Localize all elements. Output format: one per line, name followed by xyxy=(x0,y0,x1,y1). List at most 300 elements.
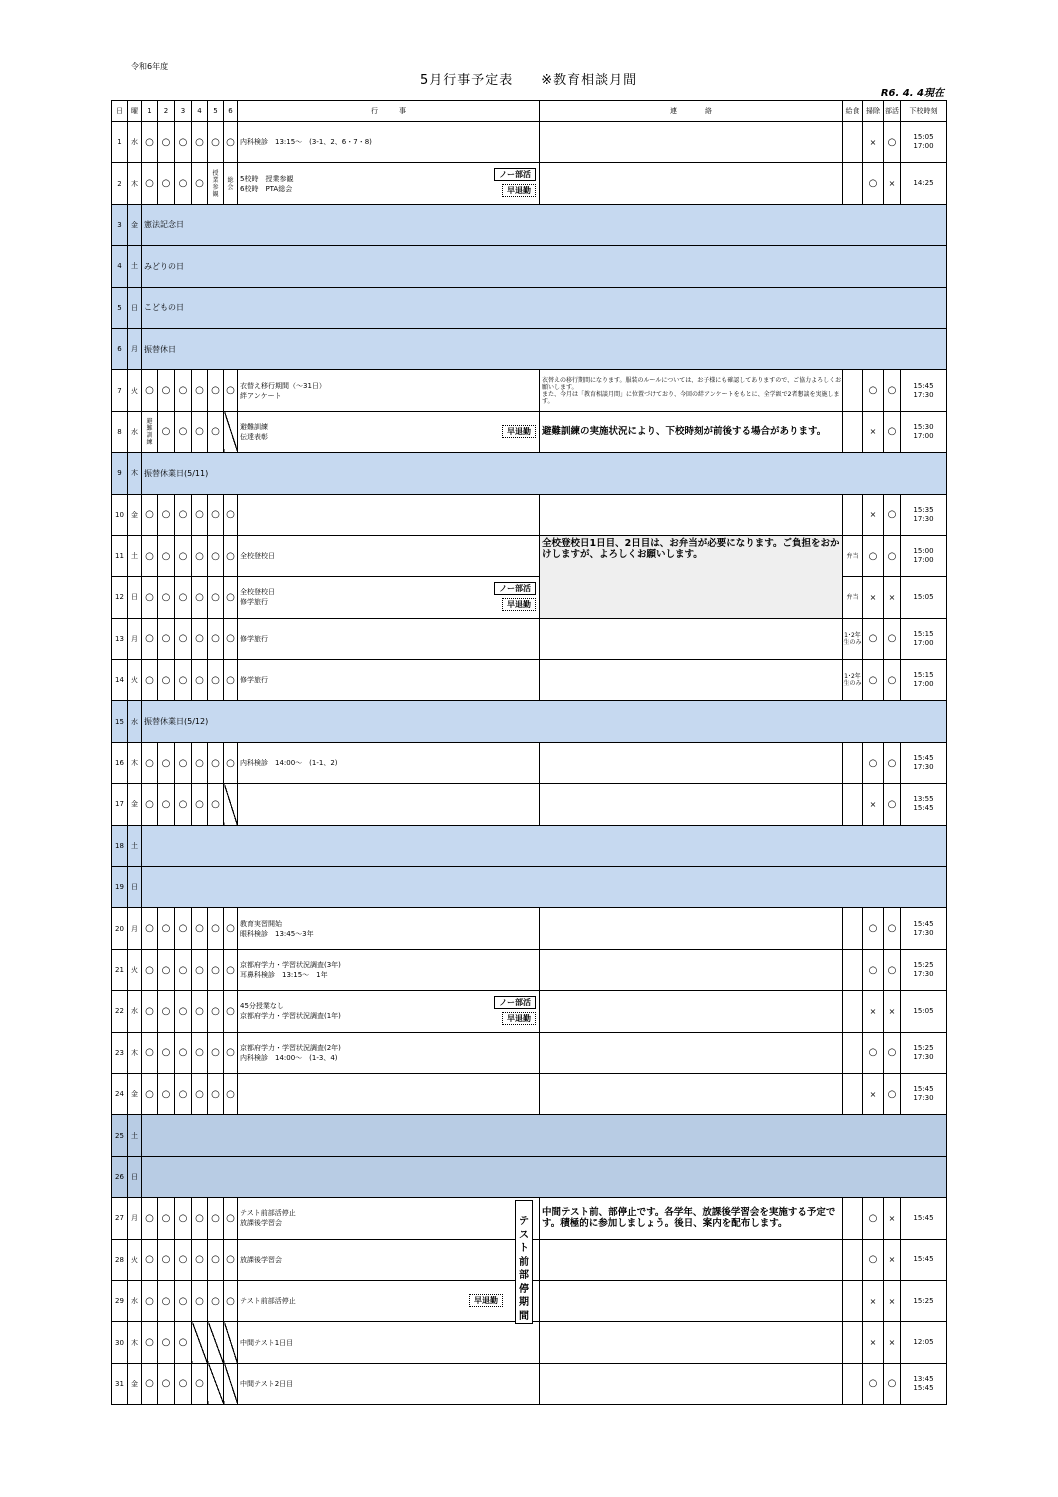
day-number: 22 xyxy=(112,991,128,1032)
period-cell: ○ xyxy=(208,1073,224,1114)
lunch-cell: 弁当 xyxy=(843,535,863,576)
period-cell: ○ xyxy=(208,908,224,949)
period-cell: ○ xyxy=(158,535,175,576)
notes-cell xyxy=(540,1322,843,1363)
no-club-tag: ノー部活 xyxy=(494,168,536,181)
period-cell: ○ xyxy=(224,991,238,1032)
period-cell: ○ xyxy=(192,494,208,535)
test-period-char: 停 xyxy=(519,1283,529,1295)
cleaning-cell: ○ xyxy=(863,908,884,949)
cleaning-cell: × xyxy=(863,494,884,535)
dismissal-time: 15:05 xyxy=(901,991,947,1032)
events-text: 内科検診 13:15～ (3-1、2、6・7・8) xyxy=(240,138,372,147)
period-cell: ○ xyxy=(208,122,224,163)
dismissal-time: 15:45 17:30 xyxy=(901,370,947,411)
col-period-5: 5 xyxy=(208,101,224,122)
events-text: 修学旅行 xyxy=(240,634,268,643)
weekday: 金 xyxy=(128,494,142,535)
day-number: 21 xyxy=(112,949,128,990)
period-cell: ○ xyxy=(192,1198,208,1239)
dismissal-time: 15:45 xyxy=(901,1198,947,1239)
early-leave-tag: 早退勤 xyxy=(469,1294,503,1307)
holiday-cell: 振替休業日(5/12) xyxy=(142,701,947,742)
holiday-cell: こどもの日 xyxy=(142,287,947,328)
lunch-cell xyxy=(843,494,863,535)
club-cell: × xyxy=(884,1280,901,1321)
weekday: 金 xyxy=(128,784,142,825)
day-number: 14 xyxy=(112,660,128,701)
period-cell: ○ xyxy=(208,1280,224,1321)
holiday-cell: 振替休業日(5/11) xyxy=(142,453,947,494)
period-cell: ○ xyxy=(208,660,224,701)
test-period-char: 部 xyxy=(519,1270,529,1281)
day-number: 15 xyxy=(112,701,128,742)
notes-cell xyxy=(540,1073,843,1114)
col-day: 日 xyxy=(112,101,128,122)
lunch-cell xyxy=(843,122,863,163)
period-cell: ○ xyxy=(192,1239,208,1280)
weekday: 水 xyxy=(128,122,142,163)
no-club-tag: ノー部活 xyxy=(494,582,536,595)
weekday: 火 xyxy=(128,1239,142,1280)
weekday: 土 xyxy=(128,1115,142,1156)
dismissal-time: 15:45 17:30 xyxy=(901,908,947,949)
period-cell: 授 業 参 観 xyxy=(208,163,224,204)
day-number: 8 xyxy=(112,411,128,452)
club-cell: × xyxy=(884,1198,901,1239)
period-cell-none xyxy=(224,1363,238,1404)
day-number: 7 xyxy=(112,370,128,411)
period-cell: ○ xyxy=(224,618,238,659)
lunch-cell xyxy=(843,370,863,411)
period-cell: ○ xyxy=(158,949,175,990)
cleaning-cell: ○ xyxy=(863,163,884,204)
day-number: 25 xyxy=(112,1115,128,1156)
day-number: 1 xyxy=(112,122,128,163)
dismissal-time: 13:45 15:45 xyxy=(901,1363,947,1404)
club-cell: ○ xyxy=(884,949,901,990)
early-leave-tag: 早退勤 xyxy=(502,598,536,611)
club-cell: ○ xyxy=(884,1032,901,1073)
day-row xyxy=(112,328,947,369)
period-cell: ○ xyxy=(142,122,158,163)
period-cell-none xyxy=(208,1363,224,1404)
club-cell: ○ xyxy=(884,411,901,452)
events-text: 中間テスト1日目 xyxy=(240,1338,294,1347)
events-cell xyxy=(238,411,540,452)
period-cell: ○ xyxy=(175,908,192,949)
school-year: 令和6年度 xyxy=(131,62,169,71)
weekday: 火 xyxy=(128,660,142,701)
period-cell: ○ xyxy=(192,163,208,204)
cleaning-cell: × xyxy=(863,122,884,163)
period-cell: ○ xyxy=(158,1073,175,1114)
period-cell: ○ xyxy=(158,908,175,949)
events-cell xyxy=(238,618,540,659)
period-cell: ○ xyxy=(175,784,192,825)
events-text: 京都府学力・学習状況調査(3年) 耳鼻科検診 13:15～ 1年 xyxy=(240,961,341,979)
cleaning-cell: ○ xyxy=(863,618,884,659)
period-cell: ○ xyxy=(175,535,192,576)
notes-cell xyxy=(540,1239,843,1280)
notes-cell xyxy=(540,949,843,990)
period-cell: ○ xyxy=(208,535,224,576)
events-cell xyxy=(238,1363,540,1404)
period-cell: ○ xyxy=(175,1239,192,1280)
notes-cell xyxy=(540,1280,843,1321)
day-number: 2 xyxy=(112,163,128,204)
period-cell: ○ xyxy=(142,1322,158,1363)
weekday: 日 xyxy=(128,287,142,328)
events-cell xyxy=(238,370,540,411)
test-period-label xyxy=(515,1200,533,1324)
lunch-cell xyxy=(843,991,863,1032)
day-row xyxy=(112,204,947,245)
day-row xyxy=(112,287,947,328)
period-cell: ○ xyxy=(224,908,238,949)
period-cell: ○ xyxy=(192,1280,208,1321)
club-cell: ○ xyxy=(884,535,901,576)
events-cell xyxy=(238,742,540,783)
period-cell: ○ xyxy=(158,1032,175,1073)
notes-cell xyxy=(540,784,843,825)
cleaning-cell: ○ xyxy=(863,742,884,783)
period-cell: ○ xyxy=(224,660,238,701)
day-number: 11 xyxy=(112,535,128,576)
period-cell: ○ xyxy=(158,784,175,825)
events-text: 教育実習開始 眼科検診 13:45～3年 xyxy=(240,919,314,938)
weekday: 月 xyxy=(128,618,142,659)
period-cell: ○ xyxy=(208,411,224,452)
period-cell: ○ xyxy=(175,494,192,535)
period-cell: ○ xyxy=(142,1073,158,1114)
club-cell: ○ xyxy=(884,122,901,163)
col-notes: 連 絡 xyxy=(540,101,843,122)
test-period-char: ト xyxy=(519,1243,529,1254)
period-cell: ○ xyxy=(175,411,192,452)
dismissal-time: 15:05 17:00 xyxy=(901,122,947,163)
day-number: 26 xyxy=(112,1156,128,1197)
period-cell: ○ xyxy=(158,411,175,452)
day-number: 13 xyxy=(112,618,128,659)
as-of-date: R6. 4. 4現在 xyxy=(880,88,944,99)
notes-cell xyxy=(540,618,843,659)
period-cell: ○ xyxy=(224,577,238,618)
period-cell: ○ xyxy=(175,163,192,204)
day-number: 31 xyxy=(112,1363,128,1404)
period-cell: ○ xyxy=(208,370,224,411)
period-cell: ○ xyxy=(158,1198,175,1239)
notes-cell: 中間テスト前、部停止です。各学年、放課後学習会を実施する予定です。積極的に参加しましょう。後日、案内を配布します。 xyxy=(540,1198,843,1239)
day-number: 10 xyxy=(112,494,128,535)
club-cell: × xyxy=(884,1239,901,1280)
period-cell: ○ xyxy=(175,1198,192,1239)
lunch-cell xyxy=(843,949,863,990)
club-cell: ○ xyxy=(884,1073,901,1114)
events-text: 中間テスト2日目 xyxy=(240,1379,294,1388)
period-cell: ○ xyxy=(175,122,192,163)
period-cell: ○ xyxy=(224,535,238,576)
col-period-3: 3 xyxy=(175,101,192,122)
period-cell: ○ xyxy=(224,1239,238,1280)
period-cell: ○ xyxy=(192,577,208,618)
period-cell: ○ xyxy=(175,618,192,659)
period-cell: ○ xyxy=(175,949,192,990)
weekday: 木 xyxy=(128,1032,142,1073)
period-cell: ○ xyxy=(175,1073,192,1114)
cleaning-cell: × xyxy=(863,784,884,825)
weekday: 木 xyxy=(128,163,142,204)
events-cell xyxy=(238,949,540,990)
period-cell: ○ xyxy=(224,742,238,783)
day-number: 6 xyxy=(112,328,128,369)
period-cell: ○ xyxy=(224,494,238,535)
day-number: 12 xyxy=(112,577,128,618)
early-leave-tag: 早退勤 xyxy=(502,1012,536,1025)
period-cell: ○ xyxy=(142,577,158,618)
period-cell: ○ xyxy=(208,1198,224,1239)
day-row xyxy=(112,1363,947,1404)
test-period-char: 期 xyxy=(519,1297,529,1308)
lunch-cell xyxy=(843,742,863,783)
period-cell: ○ xyxy=(192,1363,208,1404)
notes-cell xyxy=(540,742,843,783)
period-cell: ○ xyxy=(208,784,224,825)
cleaning-cell: ○ xyxy=(863,370,884,411)
events-cell xyxy=(238,1239,540,1280)
period-cell: ○ xyxy=(158,1239,175,1280)
period-cell-none xyxy=(224,784,238,825)
period-cell: ○ xyxy=(208,991,224,1032)
lunch-cell xyxy=(843,1280,863,1321)
events-cell xyxy=(238,1032,540,1073)
dismissal-time: 15:45 17:30 xyxy=(901,742,947,783)
holiday-cell xyxy=(142,1115,947,1156)
lunch-cell xyxy=(843,163,863,204)
period-cell: ○ xyxy=(175,1032,192,1073)
club-cell: × xyxy=(884,163,901,204)
period-cell: ○ xyxy=(192,991,208,1032)
early-leave-tag: 早退勤 xyxy=(502,184,536,197)
period-cell: ○ xyxy=(142,991,158,1032)
day-number: 28 xyxy=(112,1239,128,1280)
lunch-cell xyxy=(843,411,863,452)
period-cell: 避 難 訓 練 xyxy=(142,411,158,452)
weekday: 木 xyxy=(128,453,142,494)
day-number: 30 xyxy=(112,1322,128,1363)
events-text: 全校登校日 xyxy=(240,552,275,561)
period-cell: ○ xyxy=(142,163,158,204)
club-cell: ○ xyxy=(884,1363,901,1404)
period-cell: ○ xyxy=(158,122,175,163)
weekday: 木 xyxy=(128,742,142,783)
notes-cell xyxy=(540,991,843,1032)
lunch-cell: 弁当 xyxy=(843,577,863,618)
weekday: 日 xyxy=(128,577,142,618)
day-number: 23 xyxy=(112,1032,128,1073)
dismissal-time: 15:45 xyxy=(901,1239,947,1280)
period-cell-none xyxy=(208,1322,224,1363)
day-row xyxy=(112,742,947,783)
lunch-cell xyxy=(843,1322,863,1363)
period-cell-none xyxy=(192,1322,208,1363)
dismissal-time: 15:35 17:30 xyxy=(901,494,947,535)
period-cell: ○ xyxy=(192,742,208,783)
day-number: 24 xyxy=(112,1073,128,1114)
club-cell: ○ xyxy=(884,742,901,783)
dismissal-time: 15:25 17:30 xyxy=(901,949,947,990)
dismissal-time: 15:25 xyxy=(901,1280,947,1321)
lunch-cell xyxy=(843,784,863,825)
cleaning-cell: × xyxy=(863,991,884,1032)
day-row xyxy=(112,701,947,742)
period-cell: ○ xyxy=(192,1073,208,1114)
no-club-tag: ノー部活 xyxy=(494,996,536,1009)
period-cell: ○ xyxy=(142,660,158,701)
club-cell: ○ xyxy=(884,908,901,949)
period-cell: ○ xyxy=(158,1322,175,1363)
notes-cell: 全校登校日1日目、2日目は、お弁当が必要になります。ご負担をおかけしますが、よろしくお願いします。 xyxy=(540,535,843,618)
period-cell: ○ xyxy=(192,618,208,659)
events-cell xyxy=(238,1073,540,1114)
day-row xyxy=(112,1156,947,1197)
day-number: 20 xyxy=(112,908,128,949)
weekday: 金 xyxy=(128,1363,142,1404)
period-cell: ○ xyxy=(208,1239,224,1280)
dismissal-time: 15:30 17:00 xyxy=(901,411,947,452)
events-text: 45分授業なし 京都府学力・学習状況調査(1年) xyxy=(240,1002,341,1021)
club-cell: × xyxy=(884,577,901,618)
day-number: 18 xyxy=(112,825,128,866)
day-number: 27 xyxy=(112,1198,128,1239)
day-row xyxy=(112,867,947,908)
period-cell: ○ xyxy=(158,1363,175,1404)
holiday-cell xyxy=(142,1156,947,1197)
dismissal-time: 15:45 17:30 xyxy=(901,1073,947,1114)
col-club: 部活 xyxy=(884,101,901,122)
notes-cell: 避難訓練の実施状況により、下校時刻が前後する場合があります。 xyxy=(540,411,843,452)
period-cell: ○ xyxy=(142,1280,158,1321)
test-period-char: ス xyxy=(519,1229,529,1241)
lunch-cell xyxy=(843,1073,863,1114)
club-cell: × xyxy=(884,1322,901,1363)
period-cell: ○ xyxy=(192,908,208,949)
weekday: 月 xyxy=(128,908,142,949)
period-cell: ○ xyxy=(175,742,192,783)
weekday: 水 xyxy=(128,991,142,1032)
weekday: 土 xyxy=(128,246,142,287)
day-row xyxy=(112,660,947,701)
period-cell: ○ xyxy=(175,991,192,1032)
club-cell: ○ xyxy=(884,784,901,825)
period-cell: ○ xyxy=(224,1280,238,1321)
period-cell: ○ xyxy=(192,1032,208,1073)
notes-cell xyxy=(540,908,843,949)
events-text: 5校時 授業参観 6校時 PTA総会 xyxy=(240,174,294,193)
day-row xyxy=(112,122,947,163)
lunch-cell xyxy=(843,1198,863,1239)
period-cell: ○ xyxy=(142,1239,158,1280)
holiday-cell: 憲法記念日 xyxy=(142,204,947,245)
club-cell: × xyxy=(884,991,901,1032)
dismissal-time: 13:55 15:45 xyxy=(901,784,947,825)
period-cell: ○ xyxy=(142,535,158,576)
test-period-char: 前 xyxy=(519,1256,529,1268)
weekday: 日 xyxy=(128,1156,142,1197)
day-number: 29 xyxy=(112,1280,128,1321)
cleaning-cell: × xyxy=(863,577,884,618)
day-row xyxy=(112,246,947,287)
cleaning-cell: ○ xyxy=(863,1032,884,1073)
day-row xyxy=(112,494,947,535)
period-cell: ○ xyxy=(192,370,208,411)
col-lunch: 給食 xyxy=(843,101,863,122)
weekday: 月 xyxy=(128,1198,142,1239)
day-row xyxy=(112,784,947,825)
lunch-cell xyxy=(843,1363,863,1404)
day-row xyxy=(112,370,947,411)
notes-cell xyxy=(540,163,843,204)
col-period-2: 2 xyxy=(158,101,175,122)
cleaning-cell: × xyxy=(863,411,884,452)
notes-cell xyxy=(540,122,843,163)
weekday: 水 xyxy=(128,701,142,742)
period-cell: ○ xyxy=(158,1280,175,1321)
weekday: 木 xyxy=(128,1322,142,1363)
period-cell: ○ xyxy=(192,535,208,576)
holiday-cell xyxy=(142,867,947,908)
events-cell xyxy=(238,494,540,535)
period-cell: ○ xyxy=(208,618,224,659)
day-row xyxy=(112,1032,947,1073)
events-cell xyxy=(238,122,540,163)
day-number: 3 xyxy=(112,204,128,245)
col-period-6: 6 xyxy=(224,101,238,122)
club-cell: ○ xyxy=(884,660,901,701)
dismissal-time: 15:25 17:30 xyxy=(901,1032,947,1073)
day-number: 4 xyxy=(112,246,128,287)
period-cell: ○ xyxy=(224,1198,238,1239)
period-cell: ○ xyxy=(142,908,158,949)
dismissal-time: 15:05 xyxy=(901,577,947,618)
period-cell: ○ xyxy=(142,742,158,783)
day-row xyxy=(112,825,947,866)
weekday: 月 xyxy=(128,328,142,369)
events-cell xyxy=(238,660,540,701)
period-cell: ○ xyxy=(208,577,224,618)
col-dismissal: 下校時刻 xyxy=(901,101,947,122)
day-row xyxy=(112,535,947,576)
cleaning-cell: ○ xyxy=(863,535,884,576)
events-cell xyxy=(238,1280,540,1321)
weekday: 火 xyxy=(128,370,142,411)
test-period-char: 間 xyxy=(519,1310,529,1322)
cleaning-cell: ○ xyxy=(863,1363,884,1404)
day-row xyxy=(112,411,947,452)
weekday: 金 xyxy=(128,204,142,245)
club-cell: ○ xyxy=(884,618,901,659)
club-cell: ○ xyxy=(884,494,901,535)
dismissal-time: 12:05 xyxy=(901,1322,947,1363)
col-weekday: 曜 xyxy=(128,101,142,122)
weekday: 土 xyxy=(128,535,142,576)
day-row xyxy=(112,453,947,494)
dismissal-time: 15:15 17:00 xyxy=(901,660,947,701)
day-row xyxy=(112,1115,947,1156)
events-cell xyxy=(238,163,540,204)
dismissal-time: 15:15 17:00 xyxy=(901,618,947,659)
weekday: 水 xyxy=(128,1280,142,1321)
